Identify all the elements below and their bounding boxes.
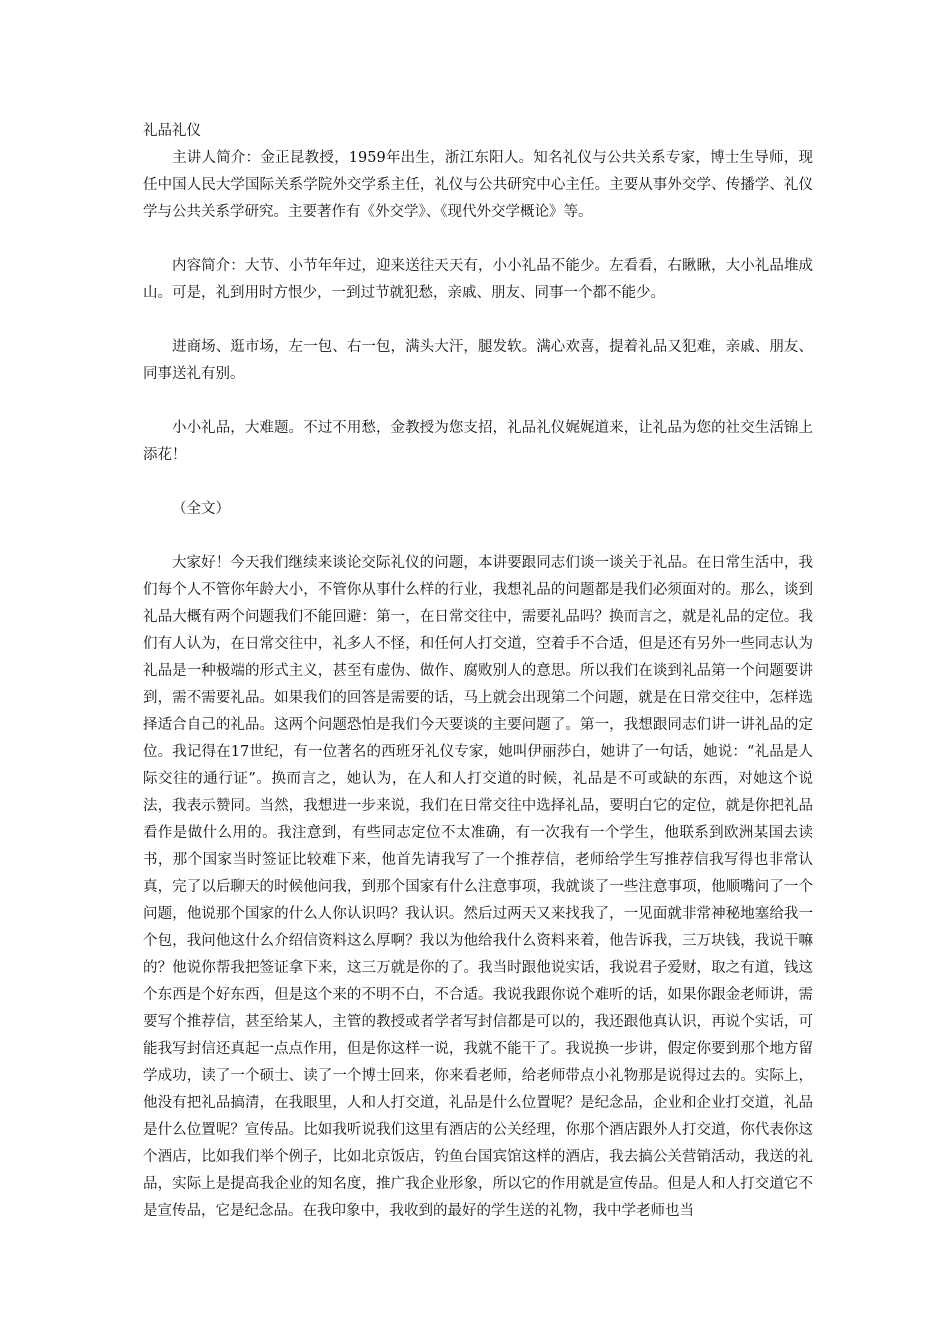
document-page — [143, 118, 813, 1225]
paragraph-spacer — [143, 226, 813, 253]
paragraph-spacer — [143, 388, 813, 415]
content-intro-paragraph: 内容简介：大节、小节年年过，迎来送往天天有，小小礼品不能少。左看看，右瞅瞅，大小礼品堆成山。可是，礼到用时方恨少，一到过节就犯愁，亲戚、朋友、同事一个都不能少。 — [143, 258, 813, 301]
document-title: 礼品礼仪 — [143, 123, 201, 139]
fulltext-label: （全文） — [172, 501, 230, 517]
body-text-paragraph: 大家好！今天我们继续来谈论交际礼仪的问题，本讲要跟同志们谈一谈关于礼品。在日常生活中，我们每个人不管你年龄大小，不管你从事什么样的行业，我想礼品的问题都是我们必须面对的。那么，谈到礼品大概有两个问题我们不能回避：第一，在日常交往中，需要礼品吗？换而言之，就是礼品的定位。我们有人认为，在日常交往中，礼多人不怪，和任何人打交道，空着手不合适，但是还有另外一些同志认为礼品是一种极端的形式主义，甚至有虚伪、做作、腐败别人的意思。所以我们在谈到礼品第一个问题要讲到，需不需要礼品。如果我们的回答是需要的话，马上就会出现第二个问题，就是在日常交往中，怎样选择适合自己的礼品。这两个问题恐怕是我们今天要谈的主要问题了。第一，我想跟同志们讲一讲礼品的定位。我记得在17世纪，有一位著名的西班牙礼仪专家，她叫伊丽莎白，她讲了一句话，她说：“礼品是人际交往的通行证”。换而言之，她认为，在人和人打交道的时候，礼品是不可或缺的东西，对她这个说法，我表示赞同。当然，我想进一步来说，我们在日常交往中选择礼品，要明白它的定位，就是你把礼品看作是做什么用的。我注意到，有些同志定位不太准确，有一次我有一个学生，他联系到欧洲某国去读书，那个国家当时签证比较难下来，他首先请我写了一个推荐信，老师给学生写推荐信我写得也非常认真，完了以后聊天的时候他问我，到那个国家有什么注意事项，我就谈了一些注意事项，他顺嘴问了一个问题，他说那个国家的什么人你认识吗？我认识。然后过两天又来找我了，一见面就非常神秘地塞给我一个包，我问他这什么介绍信资料这么厚啊？我以为他给我什么资料来着，他告诉我，三万块钱，我说干嘛的？他说你帮我把签证拿下来，这三万就是你的了。我当时跟他说实话，我说君子爱财，取之有道，钱这个东西是个好东西，但是这个来的不明不白，不合适。我说我跟你说个难听的话，如果你跟金老师讲，需要写个推荐信，甚至给某人，主管的教授或者学者写封信都是可以的，我还跟他真认识，再说个实话，可能我写封信还真起一点点作用，但是你这样一说，我就不能干了。我说换一步讲，假定你要到那个地方留学成功，读了一个硕士、读了一个博士回来，你来看老师，给老师带点小礼物那是说得过去的。实际上，他没有把礼品搞清，在我眼里，人和人打交道，礼品是什么位置呢？是纪念品，企业和企业打交道，礼品是什么位置呢？宣传品。比如我听说我们这里有酒店的公关经理，你那个酒店跟外人打交道，你代表你这个酒店，比如我们举个例子，比如北京饭店，钓鱼台国宾馆这样的酒店，我去搞公关营销活动，我送的礼品，实际上是提高我企业的知名度，推广我企业形象，所以它的作用就是宣传品。但是人和人打交道它不是宣传品，它是纪念品。在我印象中，我收到的最好的学生送的礼物，我中学老师也当 — [143, 555, 813, 1219]
solution-paragraph: 小小礼品，大难题。不过不用愁，金教授为您支招，礼品礼仪娓娓道来，让礼品为您的社交生活锦上添花！ — [143, 420, 813, 463]
paragraph-spacer — [143, 523, 813, 550]
speaker-intro-paragraph: 主讲人简介：金正昆教授，1959年出生，浙江东阳人。知名礼仪与公共关系专家，博士生导师，现任中国人民大学国际关系学院外交学系主任，礼仪与公共研究中心主任。主要从事外交学、传播学、礼仪学与公共关系学研究。主要著作有《外交学》、《现代外交学概论》等。 — [143, 150, 813, 220]
paragraph-spacer — [143, 307, 813, 334]
shopping-paragraph: 进商场、逛市场，左一包、右一包，满头大汗，腿发软。满心欢喜，提着礼品又犯难，亲戚、朋友、同事送礼有别。 — [143, 339, 813, 382]
paragraph-spacer — [143, 469, 813, 496]
